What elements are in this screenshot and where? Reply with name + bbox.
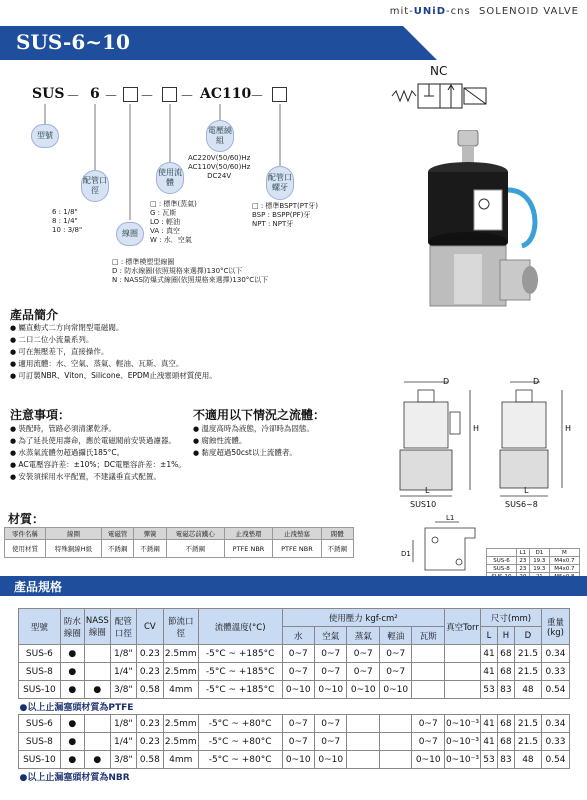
list-item: ● 可訂製NBR、Viton、Silicone、EPDM止洩塞頭材質使用。 [10, 370, 217, 382]
voltage-list: AC220V(50/60)Hz AC110V(50/60)Hz DC24V [188, 154, 251, 180]
table-cell: 0.23 [136, 663, 163, 681]
table-cell: 0.33 [542, 663, 570, 681]
table-cell: 0~7 [412, 715, 444, 733]
table-cell: -5°C ~ +80°C [198, 733, 282, 751]
table-cell: 68 [497, 645, 514, 663]
table-cell: 0~7 [379, 663, 411, 681]
table-cell: 0~7 [282, 663, 314, 681]
materials-title: 材質： [8, 512, 45, 526]
table-row [19, 733, 570, 751]
table-cell: 68 [497, 733, 514, 751]
table-cell: 68 [497, 715, 514, 733]
page-title: SUS-6~10 [16, 30, 130, 54]
bubble-coil: 線圈 [116, 222, 144, 246]
table-cell: 0~7 [315, 645, 347, 663]
table-cell: 2.5mm [163, 733, 198, 751]
table-cell: 41 [481, 663, 498, 681]
dash: － [66, 89, 80, 105]
table-cell: 83 [497, 681, 514, 699]
table-cell: SUS-8 [19, 663, 61, 681]
dim-table: L1 D1 M SUS-6 23 19.3 M4x0.7 SUS-8 23 19.3 M4x0.7 [486, 548, 580, 581]
list-item: ● 二口二位小流量系列。 [10, 334, 217, 346]
table-cell: -5°C ~ +80°C [198, 751, 282, 769]
table-cell: 0.34 [542, 715, 570, 733]
list-item: ● 水蒸氣流體勿超過攝氏185°C。 [10, 447, 190, 459]
table-cell: ● [60, 681, 84, 699]
table-cell: ● [60, 663, 84, 681]
table-cell: SUS-6 [19, 645, 61, 663]
table-cell: 2.5mm [163, 645, 198, 663]
table-cell: 0.54 [542, 681, 570, 699]
list-item: ● 黏度超過50cst以上流體者。 [193, 447, 378, 459]
table-cell: -5°C ~ +185°C [198, 663, 282, 681]
dim-l-left: L [425, 486, 430, 495]
caution-title: 注意事項： [10, 408, 71, 422]
thread-list: □ : 標準BSPT(PT牙) BSP : BSPP(PF)牙 NPT : NPT牙 [252, 202, 319, 228]
table-row [19, 645, 570, 663]
table-cell: 0.58 [136, 681, 163, 699]
dim-d-left: D [443, 377, 450, 386]
spec-table: 型號 防水線圈 NASS線圈 配管口徑 CV 節流口徑 流體溫度(°C) 使用壓力 kgf-cm² 真空Torr 尺寸(mm) 重量(kg) 水 空氣 蒸氣 輕油 瓦斯 L H D SUS-6 ● 1/8" 0.23 2.5mm -5°C ~ +185°C 0~7 0~7 0~7 0~7 41 68 21.5 0.34 SUS-8 ● 1/4" 0.23 2.5mm -5°C ~ +185°C 0~7 0~7 0~7 0~7 41 68 21.5 0.33 SUS-10 ● ● 3/8" 0.58 4mm -5°C ~ +185°C 0~10 0~10 0~10 0~10 53 83 48 0.54 ●以上止漏塞頭材質為PTFE SUS-6 ● 1/8" 0.23 2.5mm -5°C ~ +80°C 0~7 0~7 0~7 0~10⁻³ 41 68 21.5 0.34 SUS-8 ● 1/4" 0.23 2.5mm -5°C ~ +80°C 0~7 0~7 0~7 0~10⁻³ 41 68 21.5 0.33 SUS-10 ● ● 3/8" 0.58 4mm -5°C ~ +80°C 0~10 0~10 0~10 0~10⁻³ 53 83 48 0.54 ●以上止漏塞頭材質為NBR [18, 608, 570, 785]
table-cell: 0~10 [379, 681, 411, 699]
dim-d-right: D [533, 377, 540, 386]
table-cell: 0.23 [136, 733, 163, 751]
table-cell: 41 [481, 715, 498, 733]
valve-photo [410, 130, 550, 310]
table-cell: 68 [497, 663, 514, 681]
table-row [19, 751, 570, 769]
port-list: 6 : 1/8" 8 : 1/4" 10 : 3/8" [52, 208, 83, 234]
table-cell: 0~7 [315, 663, 347, 681]
table-row: SUS-8 23 19.3 M4x0.7 [487, 565, 580, 573]
table-cell: SUS-10 [19, 751, 61, 769]
table-cell: 0~10 [282, 751, 314, 769]
table-cell: ● [60, 733, 84, 751]
table-cell: 4mm [163, 681, 198, 699]
table-cell: -5°C ~ +185°C [198, 645, 282, 663]
caution-list [10, 423, 190, 483]
table-cell [412, 681, 444, 699]
list-item: ● 適用流體：水、空氣、蒸氣、輕油、瓦斯、真空。 [10, 358, 217, 370]
table-cell [84, 715, 110, 733]
table-cell: 41 [481, 645, 498, 663]
label-sus6-8: SUS6~8 [505, 500, 538, 509]
bubble-seal: 使用流體 [156, 162, 184, 194]
table-cell [379, 733, 411, 751]
table-cell: 1/8" [110, 715, 136, 733]
table-cell: 0~7 [412, 733, 444, 751]
bubble-type: 型號 [31, 124, 59, 148]
dash: － [180, 89, 194, 105]
table-cell: -5°C ~ +185°C [198, 681, 282, 699]
table-cell: ● [84, 681, 110, 699]
spec-title: 產品規格 [14, 580, 63, 594]
table-cell [379, 715, 411, 733]
table-cell [412, 663, 444, 681]
table-cell: 0~7 [379, 645, 411, 663]
table-cell [412, 645, 444, 663]
table-cell: 2.5mm [163, 715, 198, 733]
table-cell: 0~7 [347, 645, 379, 663]
table-cell: 48 [514, 751, 541, 769]
label-sus10: SUS10 [410, 500, 437, 509]
list-item: ● 腐蝕性流體。 [193, 435, 378, 447]
list-item: ● 裝配時，管路必須清潔乾淨。 [10, 423, 190, 435]
bubble-thread: 配管口螺牙 [266, 166, 294, 200]
table-cell: -5°C ~ +80°C [198, 715, 282, 733]
table-cell: 53 [481, 751, 498, 769]
valve-symbol-icon [390, 76, 500, 116]
table-cell: 0~10⁻³ [444, 751, 480, 769]
note-ptfe: ●以上止漏塞頭材質為PTFE [19, 703, 134, 713]
table-cell: 21.5 [514, 733, 541, 751]
table-cell: 0~10 [315, 681, 347, 699]
table-cell: 53 [481, 681, 498, 699]
bubble-voltage: 電壓繞組 [206, 120, 234, 152]
table-cell: 21.5 [514, 715, 541, 733]
table-row [19, 663, 570, 681]
table-cell: 41 [481, 733, 498, 751]
table-cell: 0.58 [136, 751, 163, 769]
table-cell [84, 663, 110, 681]
table-cell: 0~10 [282, 681, 314, 699]
table-cell: 0~10⁻³ [444, 715, 480, 733]
seal-list: □ : 標準(蒸氣) G : 瓦斯 LO : 輕油 VA : 真空 W : 水．空氣 [150, 200, 197, 244]
coil-list: □ : 標準模塑型線圈 D : 防水線圈(依照規格來選擇)130°C以下 N : NASS防爆式線圈(依照規格來選擇)130°C以下 [112, 258, 269, 284]
dim-h-left: H [473, 424, 480, 433]
brand-logo: mit-UNiD-cns SOLENOID VALVE [389, 6, 579, 17]
table-cell: ● [84, 751, 110, 769]
table-cell: 0.23 [136, 715, 163, 733]
table-cell [347, 715, 379, 733]
table-cell: 0~7 [282, 715, 314, 733]
table-cell: 21.5 [514, 645, 541, 663]
table-cell: 83 [497, 751, 514, 769]
table-cell [84, 645, 110, 663]
dimension-drawing [390, 372, 585, 512]
list-item: ● 屬直動式二方向常閉型電磁閥。 [10, 322, 217, 334]
table-row [19, 681, 570, 699]
intro-list [10, 322, 217, 382]
dash: － [140, 89, 154, 105]
table-cell: ● [60, 645, 84, 663]
table-cell: 1/4" [110, 733, 136, 751]
table-cell: ● [60, 751, 84, 769]
table-cell: 0.54 [542, 751, 570, 769]
table-cell: 21.5 [514, 663, 541, 681]
table-cell: 0~7 [315, 733, 347, 751]
table-cell [84, 733, 110, 751]
list-item: ● 為了延長使用壽命，應於電磁閥前安裝過濾器。 [10, 435, 190, 447]
list-item: ● 可在無壓差下，直接操作。 [10, 346, 217, 358]
table-cell [347, 733, 379, 751]
note-nbr: ●以上止漏塞頭材質為NBR [19, 773, 130, 784]
table-cell [347, 751, 379, 769]
table-cell: 0.23 [136, 645, 163, 663]
table-row [19, 715, 570, 733]
materials-table: 零件名稱 線圈 電磁管 彈簧 電磁芯前鐵心 止洩墊環 止洩墊塞 閥體 使用材質 特殊銅線H級 不銹鋼 不銹鋼 不銹鋼 PTFE NBR PTFE NBR 不銹鋼 [4, 527, 354, 558]
dim-d1: D1 [401, 550, 411, 558]
table-cell [379, 751, 411, 769]
table-cell: 1/8" [110, 645, 136, 663]
table-cell: 3/8" [110, 681, 136, 699]
table-cell: 0.33 [542, 733, 570, 751]
table-cell [444, 645, 480, 663]
model-prefix: SUS [32, 86, 65, 102]
dim-l1: L1 [446, 514, 455, 522]
table-cell: 0~7 [315, 715, 347, 733]
bubble-port: 配管口徑 [81, 170, 109, 202]
table-cell: 0~10 [315, 751, 347, 769]
table-cell: 2.5mm [163, 663, 198, 681]
model-voltage: AC110 [200, 86, 252, 102]
table-cell [444, 681, 480, 699]
unsuitable-title: 不適用以下情況之流體： [193, 408, 326, 422]
top-bar [0, 0, 587, 26]
spec-bar [0, 576, 587, 596]
table-cell: SUS-10 [19, 681, 61, 699]
table-cell: 0~7 [347, 663, 379, 681]
table-cell: 3/8" [110, 751, 136, 769]
list-item: ● 溫度高時為液態，冷卻時為固態。 [193, 423, 378, 435]
table-cell: 0~10 [412, 751, 444, 769]
intro-title: 產品簡介 [10, 308, 59, 322]
table-cell [444, 663, 480, 681]
list-item: ● AC電壓容許差：±10%；DC電壓容許差：±1%。 [10, 459, 190, 471]
table-cell: 0~7 [282, 733, 314, 751]
table-cell: 48 [514, 681, 541, 699]
table-cell: 0.34 [542, 645, 570, 663]
list-item: ● 安裝須採用水平配置，不建議垂直式配置。 [10, 471, 190, 483]
dash: － [250, 89, 264, 105]
table-cell: 1/4" [110, 663, 136, 681]
dash: － [104, 89, 118, 105]
table-cell: 0~7 [282, 645, 314, 663]
unsuitable-list [193, 423, 378, 459]
dim-h-right: H [565, 424, 572, 433]
table-cell: 0~10⁻³ [444, 733, 480, 751]
dim-l-right: L [524, 486, 529, 495]
table-row: SUS-6 23 19.3 M4x0.7 [487, 557, 580, 565]
table-cell: 4mm [163, 751, 198, 769]
table-cell: 0~10 [347, 681, 379, 699]
table-cell: SUS-6 [19, 715, 61, 733]
nc-label: NC [430, 64, 448, 78]
model-size: 6 [90, 86, 100, 102]
table-cell: SUS-8 [19, 733, 61, 751]
title-bar [0, 26, 587, 60]
table-cell: ● [60, 715, 84, 733]
bracket-drawing [405, 518, 495, 582]
